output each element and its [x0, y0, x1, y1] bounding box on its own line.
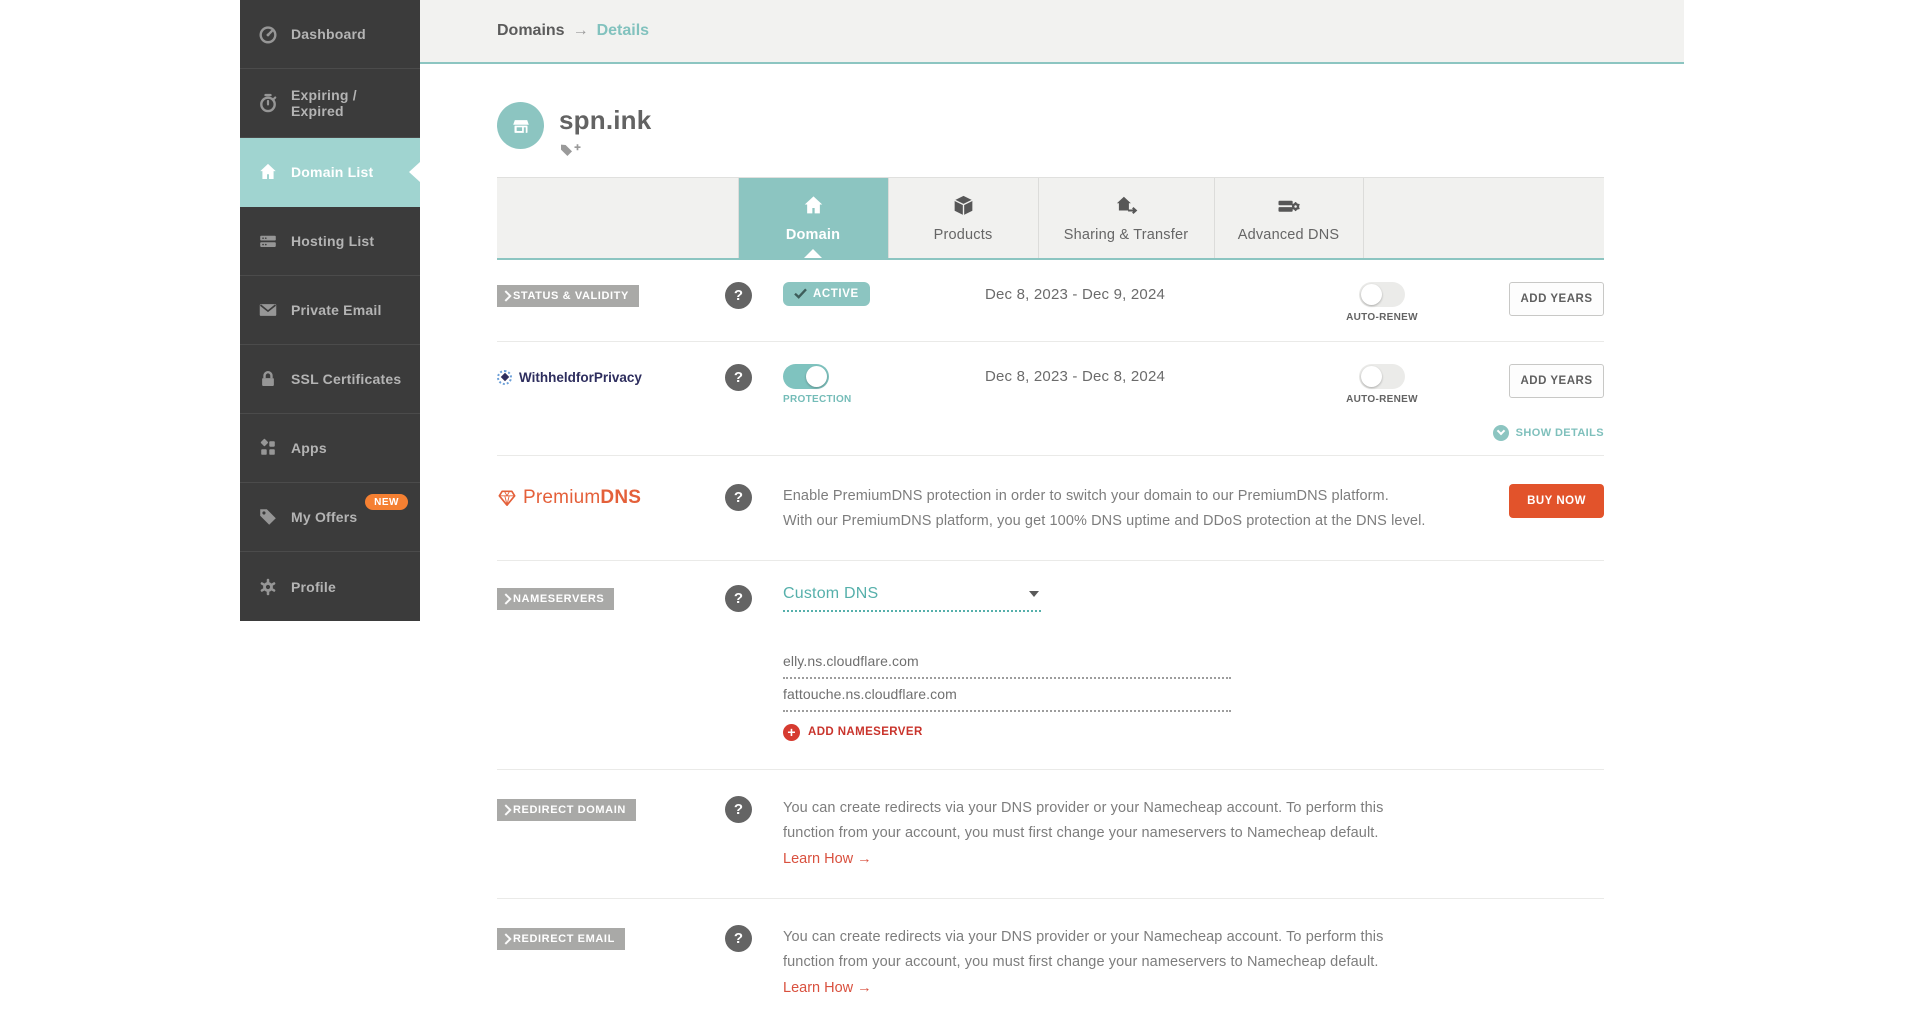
sidebar-item-dashboard[interactable]	[240, 0, 420, 69]
premiumdns-logo: PremiumDNS	[497, 487, 725, 509]
sidebar-item-label: Expiring / Expired	[291, 87, 357, 119]
help-icon[interactable]: ?	[725, 925, 752, 952]
withheldforprivacy-logo: WithheldforPrivacy	[497, 367, 725, 385]
new-badge: NEW	[365, 494, 408, 510]
tab-advanced-dns[interactable]	[1214, 178, 1364, 258]
premium-dns-description-line1: Enable PremiumDNS protection in order to switch your domain to our PremiumDNS platform.	[783, 487, 1389, 504]
house-arrow-icon	[1114, 193, 1139, 218]
sidebar-item-label: Domain List	[291, 164, 374, 180]
redirect-domain-row	[497, 770, 1604, 899]
add-years-button[interactable]: ADD YEARS	[1509, 364, 1604, 398]
gear-icon	[256, 575, 280, 599]
tab-products[interactable]	[888, 178, 1038, 258]
help-icon[interactable]: ?	[725, 484, 752, 511]
privacy-row	[497, 342, 1604, 456]
box-icon	[951, 193, 976, 218]
tab-domain[interactable]	[738, 178, 888, 258]
chevron-down-icon	[1029, 591, 1039, 597]
premium-dns-row	[497, 456, 1604, 561]
redirect-email-text-line1: You can create redirects via your DNS provider or your Namecheap account. To perform this	[783, 928, 1384, 945]
sidebar-item-apps[interactable]	[240, 414, 420, 483]
premium-dns-description-line2: With our PremiumDNS platform, you get 100% DNS uptime and DDoS protection at the DNS level.	[783, 512, 1426, 529]
redirect-domain-ribbon: REDIRECT DOMAIN	[497, 799, 636, 821]
sidebar-item-label: SSL Certificates	[291, 371, 402, 387]
help-icon[interactable]: ?	[725, 585, 752, 612]
breadcrumb-arrow: →	[572, 22, 589, 39]
home-icon	[801, 193, 826, 218]
storefront-icon	[508, 113, 534, 139]
redirect-domain-text-line2: function from your account, you must first change your nameservers to Namecheap default.	[783, 824, 1379, 841]
tab-sharing-transfer[interactable]	[1038, 178, 1214, 258]
redirect-email-row	[497, 899, 1604, 1027]
sidebar-item-label: My Offers	[291, 509, 358, 525]
auto-renew-toggle[interactable]	[1359, 364, 1405, 389]
nameserver-list	[783, 646, 1604, 712]
sidebar-item-label: Apps	[291, 440, 327, 456]
privacy-ring-icon	[497, 370, 512, 385]
plus-icon: +	[783, 724, 800, 741]
server-icon	[256, 229, 280, 253]
help-icon[interactable]: ?	[725, 796, 752, 823]
sidebar-item-label: Profile	[291, 578, 336, 595]
tab-bar	[497, 177, 1604, 260]
help-icon[interactable]: ?	[725, 282, 752, 309]
gem-icon	[497, 488, 517, 508]
show-details-link[interactable]: SHOW DETAILS	[1493, 425, 1604, 441]
nameservers-selected-option: Custom DNS	[783, 584, 879, 602]
sidebar-item-private-email[interactable]	[240, 276, 420, 345]
envelope-icon	[256, 298, 280, 322]
learn-how-link[interactable]: Learn How →	[783, 979, 872, 996]
detail-rows	[497, 260, 1604, 1027]
protection-label: PROTECTION	[783, 393, 852, 405]
add-nameserver-button[interactable]: + ADD NAMESERVER	[783, 724, 1604, 741]
redirect-email-text-line2: function from your account, you must first change your nameservers to Namecheap default.	[783, 953, 1379, 970]
nameservers-row	[497, 561, 1604, 770]
main-content	[420, 66, 1684, 1027]
nameservers-select[interactable]	[783, 585, 1041, 612]
gauge-icon	[256, 22, 280, 46]
sidebar-item-label: Dashboard	[291, 26, 366, 42]
tab-label: Sharing & Transfer	[1063, 226, 1189, 243]
domain-header	[497, 102, 1604, 163]
sidebar-item-label: Private Email	[291, 302, 382, 318]
status-validity-row	[497, 260, 1604, 342]
tab-spacer-left	[497, 178, 738, 258]
tab-label: Products	[933, 226, 993, 243]
avatar	[497, 102, 544, 149]
lock-icon	[256, 367, 280, 391]
chevron-down-icon	[1493, 425, 1509, 441]
nameserver-input[interactable]: fattouche.ns.cloudflare.com	[783, 679, 1231, 712]
help-icon[interactable]: ?	[725, 364, 752, 391]
redirect-domain-text-line1: You can create redirects via your DNS provider or your Namecheap account. To perform this	[783, 799, 1384, 816]
sidebar-item-my-offers[interactable]	[240, 483, 420, 552]
page-title: spn.ink	[559, 105, 652, 135]
learn-how-link[interactable]: Learn How →	[783, 850, 872, 867]
auto-renew-label: AUTO-RENEW	[1346, 393, 1418, 405]
status-validity-ribbon: STATUS & VALIDITY	[497, 285, 639, 307]
sidebar-item-expiring-expired[interactable]	[240, 69, 420, 138]
tag-icon	[256, 505, 280, 529]
breadcrumb-domains[interactable]: Domains	[497, 22, 565, 39]
redirect-email-ribbon: REDIRECT EMAIL	[497, 928, 625, 950]
check-icon	[794, 288, 807, 299]
tab-label: Advanced DNS	[1237, 226, 1340, 243]
sidebar-item-label: Hosting List	[291, 233, 375, 249]
sidebar	[240, 0, 420, 621]
breadcrumb-details: Details	[596, 22, 650, 39]
apps-grid-icon	[256, 436, 280, 460]
status-badge: ACTIVE	[783, 282, 870, 306]
privacy-dates: Dec 8, 2023 - Dec 8, 2024	[984, 367, 1166, 385]
sidebar-item-domain-list[interactable]	[240, 138, 420, 207]
protection-toggle[interactable]	[783, 364, 829, 389]
auto-renew-label: AUTO-RENEW	[1346, 311, 1418, 323]
registration-dates: Dec 8, 2023 - Dec 9, 2024	[984, 285, 1166, 303]
nameservers-ribbon: NAMESERVERS	[497, 588, 614, 610]
sidebar-item-ssl-certificates[interactable]	[240, 345, 420, 414]
sidebar-item-hosting-list[interactable]	[240, 207, 420, 276]
stopwatch-icon	[256, 91, 280, 115]
buy-now-button[interactable]: BUY NOW	[1509, 484, 1604, 518]
server-gear-icon	[1276, 193, 1301, 218]
tab-spacer-right	[1364, 178, 1605, 258]
nameserver-input[interactable]: elly.ns.cloudflare.com	[783, 646, 1231, 679]
auto-renew-toggle[interactable]	[1359, 282, 1405, 307]
tab-label: Domain	[785, 226, 841, 243]
home-icon	[256, 160, 280, 184]
top-bar	[420, 0, 1684, 64]
sidebar-item-profile[interactable]	[240, 552, 420, 621]
add-years-button[interactable]: ADD YEARS	[1509, 282, 1604, 316]
tag-plus-icon[interactable]	[559, 142, 583, 158]
